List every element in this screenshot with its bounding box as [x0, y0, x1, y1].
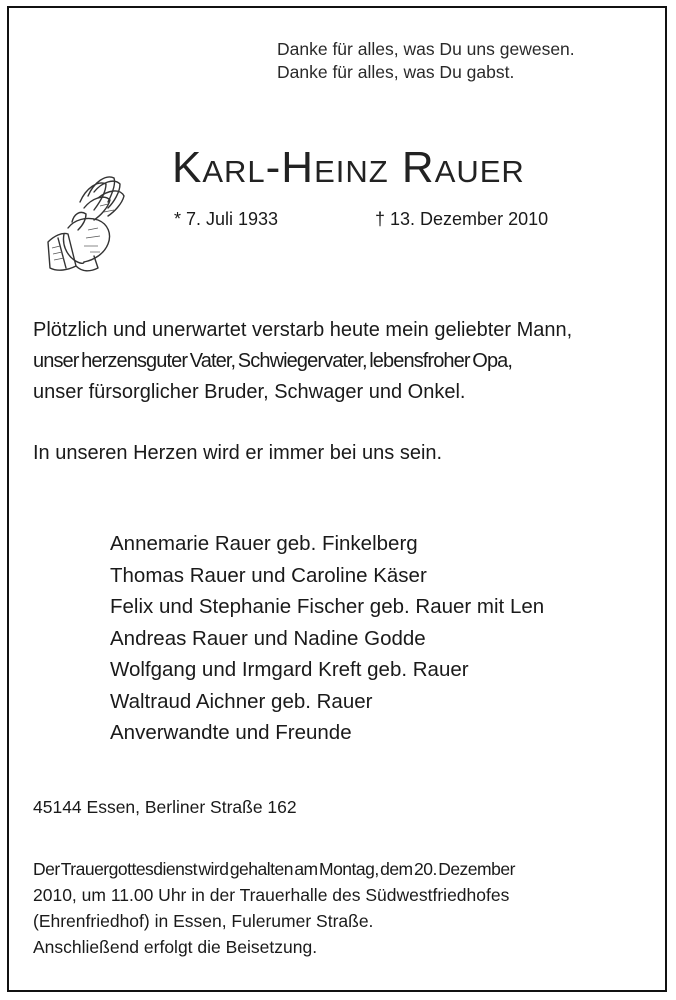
- family-member: Thomas Rauer und Caroline Käser: [110, 563, 427, 587]
- service-line-4: Anschließend erfolgt die Beisetzung.: [33, 937, 318, 957]
- family-member: Annemarie Rauer geb. Finkelberg: [110, 532, 418, 555]
- motto: [277, 38, 575, 84]
- service-line-1: Der Trauergottesdienst wird gehalten am Montag, dem 20. Dezember: [33, 859, 515, 879]
- remembrance-line: In unseren Herzen wird er immer bei uns sein.: [33, 442, 443, 464]
- announcement-text: [33, 315, 643, 408]
- birth-date: * 7. Juli 1933: [174, 209, 279, 229]
- service-line-2: 2010, um 11.00 Uhr in der Trauerhalle des Südwestfriedhofes: [33, 885, 510, 905]
- family-member: Waltraud Aichner geb. Rauer: [110, 689, 373, 713]
- service-info: [33, 856, 645, 960]
- announcement-line-3: unser fürsorglicher Bruder, Schwager und Onkel.: [33, 381, 466, 403]
- motto-line-2: Danke für alles, was Du gabst.: [277, 62, 515, 82]
- family-list: [110, 528, 544, 749]
- death-date: † 13. Dezember 2010: [375, 209, 549, 229]
- praying-hands-icon: [28, 168, 140, 280]
- announcement-line-2: unser herzensguter Vater, Schwiegervater, lebensfroher Opa,: [33, 350, 513, 372]
- motto-line-1: Danke für alles, was Du uns gewesen.: [277, 39, 575, 59]
- address: 45144 Essen, Berliner Straße 162: [33, 797, 297, 817]
- family-member: Felix und Stephanie Fischer geb. Rauer mit Len: [110, 595, 545, 618]
- deceased-name: Karl-Heinz Rauer: [172, 143, 525, 192]
- announcement-line-1: Plötzlich und unerwartet verstarb heute mein geliebter Mann,: [33, 319, 573, 341]
- family-member: Anverwandte und Freunde: [110, 721, 352, 744]
- service-line-3: (Ehrenfriedhof) in Essen, Fulerumer Straße.: [33, 911, 374, 931]
- family-member: Andreas Rauer und Nadine Godde: [110, 626, 426, 650]
- family-member: Wolfgang und Irmgard Kreft geb. Rauer: [110, 658, 469, 681]
